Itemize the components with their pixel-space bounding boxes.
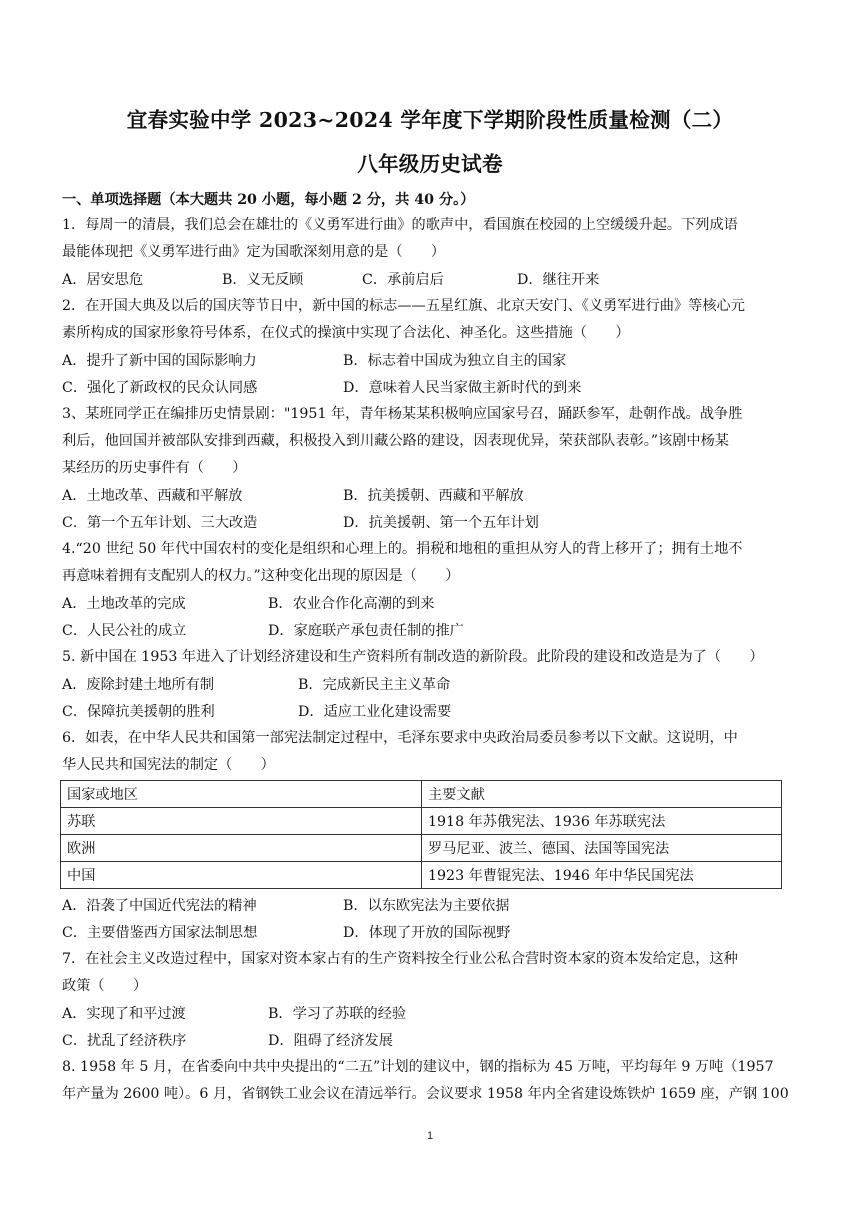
question-1-option-a: A．居安思危 <box>62 272 144 288</box>
question-7-line-2: 政策（ ） <box>62 978 148 994</box>
question-1-option-c: C．承前启后 <box>362 272 444 288</box>
question-2-line-1: 2．在开国大典及以后的国庆等节日中，新中国的标志——五星红旗、北京天安门、《义勇军进行曲》等核心元 <box>62 298 745 314</box>
table-row <box>61 835 782 862</box>
question-8-line-2: 年产量为 2600 吨）。6 月，省钢铁工业会议在清远举行。会议要求 1958 年内全省建设炼铁炉 1659 座，产钢 100 <box>62 1086 789 1102</box>
question-6-option-c: C．主要借鉴西方国家法制思想 <box>62 925 258 941</box>
question-3-option-a: A．土地改革、西藏和平解放 <box>62 488 243 504</box>
table-cell: 中国 <box>61 862 422 889</box>
page-subtitle: 八年级历史试卷 <box>357 152 503 176</box>
question-3-line-3: 某经历的历史事件有（ ） <box>62 460 247 476</box>
table-cell: 欧洲 <box>61 835 422 862</box>
question-3-option-b: B．抗美援朝、西藏和平解放 <box>343 488 524 504</box>
question-3-line-2: 利后，他回国并被部队安排到西藏，积极投入到川藏公路的建设，因表现优异，荣获部队表彰。”该剧中杨某 <box>62 433 729 449</box>
page-number: 1 <box>426 1130 434 1142</box>
question-1-option-b: B．义无反顾 <box>222 272 304 288</box>
question-5-option-d: D．适应工业化建设需要 <box>298 704 452 720</box>
table-header-cell: 主要文献 <box>422 781 782 808</box>
question-6-line-1: 6．如表，在中华人民共和国第一部宪法制定过程中，毛泽东要求中央政治局委员参考以下文献。这说明，中 <box>62 730 738 746</box>
table-row <box>61 862 782 889</box>
table-cell: 1918 年苏俄宪法、1936 年苏联宪法 <box>422 808 782 835</box>
question-1-line-1: 1．每周一的清晨，我们总会在雄壮的《义勇军进行曲》的歌声中，看国旗在校园的上空缓缓升起。下列成语 <box>62 217 738 233</box>
question-2-option-b: B．标志着中国成为独立自主的国家 <box>343 353 567 369</box>
question-4-option-a: A．土地改革的完成 <box>62 596 186 612</box>
question-7-line-1: 7．在社会主义改造过程中，国家对资本家占有的生产资料按全行业公私合营时资本家的资本发给定息，这种 <box>62 951 738 967</box>
question-4-option-c: C．人民公社的成立 <box>62 623 187 639</box>
question-2-line-2: 素所构成的国家形象符号体系，在仪式的操演中实现了合法化、神圣化。这些措施（ ） <box>62 325 630 341</box>
question-6-option-a: A．沿袭了中国近代宪法的精神 <box>62 898 257 914</box>
section-heading: 一、单项选择题（本大题共 20 小题，每小题 2 分，共 40 分。） <box>62 192 475 208</box>
question-6-line-2: 华人民共和国宪法的制定（ ） <box>62 757 275 773</box>
question-1-line-2: 最能体现把《义勇军进行曲》定为国歌深刻用意的是（ ） <box>62 244 446 260</box>
table-header-row <box>61 781 782 808</box>
table-cell: 罗马尼亚、波兰、德国、法国等国宪法 <box>422 835 782 862</box>
question-2-option-d: D．意味着人民当家做主新时代的到来 <box>343 380 582 396</box>
question-4-option-b: B．农业合作化高潮的到来 <box>268 596 435 612</box>
question-8-line-1: 8. 1958 年 5 月，在省委向中共中央提出的“二五”计划的建议中，钢的指标为 45 万吨，平均每年 9 万吨（1957 <box>62 1059 774 1075</box>
question-7-option-b: B．学习了苏联的经验 <box>268 1006 407 1022</box>
question-7-option-c: C．扰乱了经济秩序 <box>62 1033 187 1049</box>
question-2-option-a: A．提升了新中国的国际影响力 <box>62 353 257 369</box>
question-7-option-a: A．实现了和平过渡 <box>62 1006 186 1022</box>
question-1-option-d: D．继往开来 <box>517 272 600 288</box>
table-row <box>61 808 782 835</box>
question-5-option-a: A．废除封建土地所有制 <box>62 677 215 693</box>
table-cell: 1923 年曹锟宪法、1946 年中华民国宪法 <box>422 862 782 889</box>
question-2-option-c: C．强化了新政权的民众认同感 <box>62 380 258 396</box>
question-6-option-b: B．以东欧宪法为主要依据 <box>343 898 510 914</box>
table-cell: 苏联 <box>61 808 422 835</box>
table-header-cell: 国家或地区 <box>61 781 422 808</box>
question-3-option-d: D．抗美援朝、第一个五年计划 <box>343 515 539 531</box>
question-5-line-1: 5. 新中国在 1953 年进入了计划经济建设和生产资料所有制改造的新阶段。此阶段的建设和改造是为了（ ） <box>62 649 764 665</box>
question-3-line-1: 3、某班同学正在编排历史情景剧："1951 年，青年杨某某积极响应国家号召，踊跃参军，赴朝作战。战争胜 <box>62 406 743 422</box>
question-7-option-d: D．阻碍了经济发展 <box>268 1033 393 1049</box>
question-4-line-2: 再意味着拥有支配别人的权力。”这种变化出现的原因是（ ） <box>62 568 460 584</box>
question-5-option-c: C．保障抗美援朝的胜利 <box>62 704 215 720</box>
question-5-option-b: B．完成新民主主义革命 <box>298 677 451 693</box>
page-title: 宜春实验中学 2023~2024 学年度下学期阶段性质量检测（二） <box>126 108 734 132</box>
question-4-line-1: 4.“20 世纪 50 年代中国农村的变化是组织和心理上的。捐税和地租的重担从穷人的背上移开了；拥有土地不 <box>62 541 743 557</box>
question-3-option-c: C．第一个五年计划、三大改造 <box>62 515 258 531</box>
question-6-option-d: D．体现了开放的国际视野 <box>343 925 511 941</box>
question-4-option-d: D．家庭联产承包责任制的推广 <box>268 623 464 639</box>
constitution-reference-table <box>60 780 782 889</box>
